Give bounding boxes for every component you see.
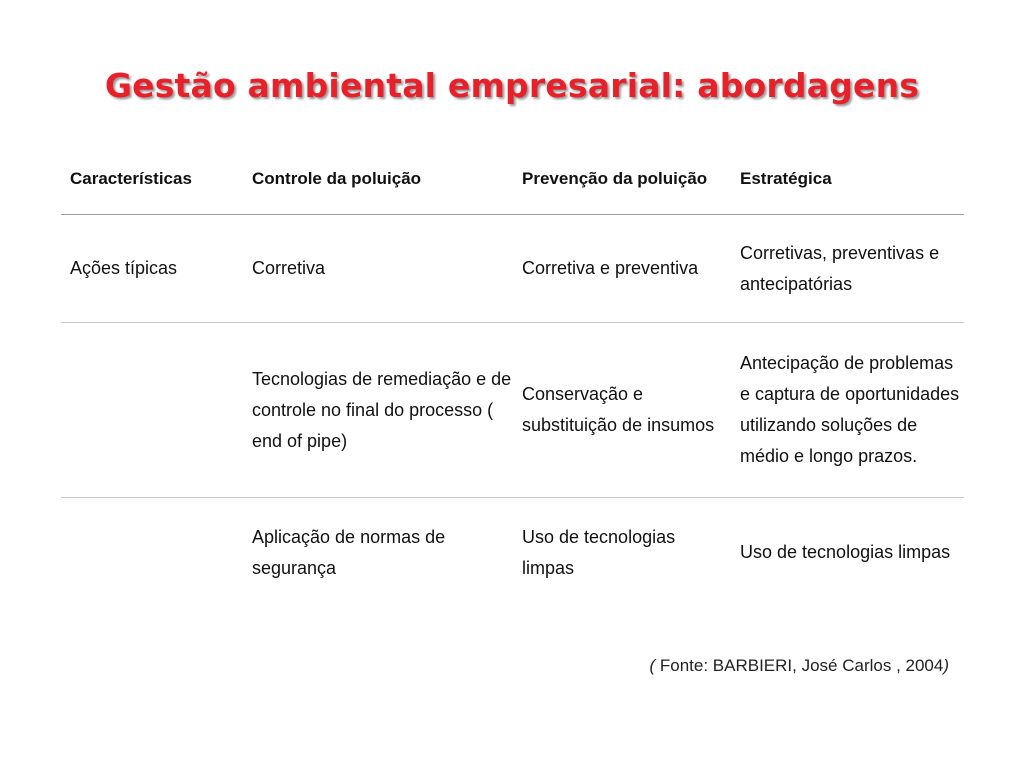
table-cell: Corretiva e preventiva — [513, 215, 731, 323]
approaches-table — [61, 142, 964, 607]
table-row — [61, 498, 964, 608]
table-cell: Conservação e substituição de insumos — [513, 323, 731, 498]
table-cell: Uso de tecnologias limpas — [522, 526, 676, 578]
slide-title: Gestão ambiental empresarial: abordagens — [104, 66, 920, 105]
header-prevencao-poluicao: Prevenção da poluição — [513, 142, 731, 215]
table-cell: Antecipação de problemas e captura de oportunidades utilizando soluções de médio e longo prazos. — [731, 323, 964, 498]
table-cell — [61, 323, 243, 498]
source-text: Fonte: BARBIERI, José Carlos , 2004 — [655, 656, 944, 675]
table-cell: Tecnologias de remediação e de controle no final do processo ( end of pipe) — [243, 323, 513, 498]
header-estrategica: Estratégica — [731, 142, 964, 215]
table-cell: Uso de tecnologias limpas — [740, 542, 951, 562]
table-row — [61, 323, 964, 498]
table-row — [61, 215, 964, 323]
table-cell: Corretivas, preventivas e antecipatórias — [731, 215, 964, 323]
table-cell — [61, 498, 243, 608]
table-cell: Ações típicas — [61, 215, 243, 323]
source-close-paren: ) — [943, 656, 949, 675]
approaches-table-container — [61, 142, 964, 607]
header-caracteristicas: Características — [61, 142, 243, 215]
source-open-paren: ( — [649, 656, 656, 675]
table-header-row — [61, 142, 964, 215]
header-controle-poluicao: Controle da poluição — [243, 142, 513, 215]
source-citation — [649, 656, 949, 676]
table-cell: Corretiva — [243, 215, 513, 323]
table-cell: Aplicação de normas de segurança — [252, 526, 446, 578]
